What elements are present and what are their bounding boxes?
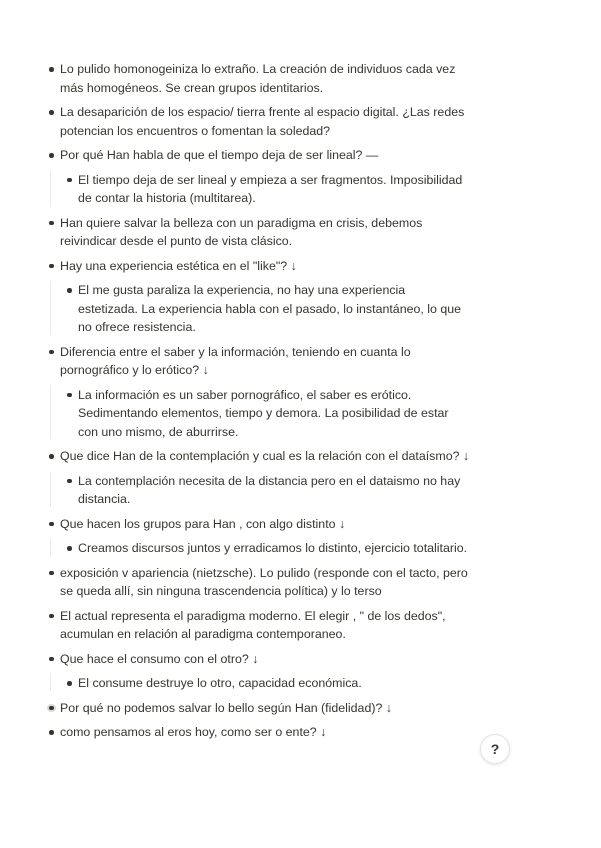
nested-list <box>0 171 601 208</box>
bullet-icon <box>67 178 72 183</box>
nested-list <box>0 386 601 442</box>
nested-list <box>0 472 601 509</box>
list-item-text[interactable]: Por qué Han habla de que el tiempo deja de ser lineal? — <box>60 148 379 162</box>
list-item[interactable] <box>0 723 480 742</box>
nested-list-item[interactable] <box>0 539 468 558</box>
list-item-text[interactable]: El me gusta paraliza la experiencia, no hay una experiencia estetizada. La experiencia habla con el pasado, lo instantáneo, lo que no ofrece resistencia. <box>78 283 462 334</box>
list-item[interactable] <box>0 447 480 466</box>
bullet-icon <box>49 522 54 527</box>
bullet-icon <box>67 288 72 293</box>
list-item-text[interactable]: Que dice Han de la contemplación y cual es la relación con el dataísmo? ↓ <box>60 449 470 463</box>
list-item[interactable] <box>0 257 480 276</box>
list-item-text[interactable]: Creamos discursos juntos y erradicamos lo distinto, ejercicio totalitario. <box>78 541 468 555</box>
bullet-icon <box>49 221 54 226</box>
list-item-text[interactable]: Por qué no podemos salvar lo bello según Han (fidelidad)? ↓ <box>60 700 392 715</box>
list-item-text[interactable]: El tiempo deja de ser lineal y empieza a ser fragmentos. Imposibilidad de contar la historia (multitarea). <box>78 172 463 205</box>
list-item-text[interactable]: La contemplación necesita de la distancia pero en el dataismo no hay distancia. <box>78 473 461 506</box>
bullet-icon <box>49 264 54 269</box>
bullet-icon <box>49 706 54 711</box>
list-item-text[interactable]: Que hace el consumo con el otro? ↓ <box>60 651 259 666</box>
list-item[interactable] <box>0 343 480 380</box>
list-item-text[interactable]: Lo pulido homonogeiniza lo extraño. La creación de individuos cada vez más homogéneos. Se crean grupos identitarios. <box>60 62 456 95</box>
list-item-text[interactable]: Diferencia entre el saber y la información, teniendo en cuanta lo pornográfico y lo erótico? ↓ <box>60 344 411 377</box>
nested-list <box>0 281 601 337</box>
nested-list-item[interactable] <box>0 171 468 208</box>
bullet-icon <box>49 153 54 158</box>
list-item-text[interactable]: Que hacen los grupos para Han , con algo distinto ↓ <box>60 516 346 531</box>
bullet-icon <box>49 454 54 459</box>
question-mark-icon: ? <box>490 741 500 757</box>
nested-list-item[interactable] <box>0 472 468 509</box>
list-item-text[interactable]: Hay una experiencia estética en el "like"? ↓ <box>60 258 297 273</box>
bullet-icon <box>67 681 72 686</box>
bullet-icon <box>49 614 54 619</box>
bullet-icon <box>49 730 54 735</box>
list-item[interactable] <box>0 146 480 165</box>
list-item-text[interactable]: El actual representa el paradigma moderno. El elegir , " de los dedos", acumulan en relación al paradigma contemporaneo. <box>60 608 446 641</box>
list-item-text[interactable]: La información es un saber pornográfico, el saber es erótico. Sedimentando elementos, tiempo y demora. La posibilidad de estar con uno mismo, de aburrirse. <box>78 387 449 439</box>
bullet-icon <box>67 393 72 398</box>
nested-list-item[interactable] <box>0 674 468 693</box>
nested-list-item[interactable] <box>0 386 468 442</box>
bullet-icon <box>49 110 54 115</box>
nested-list <box>0 539 601 558</box>
list-item[interactable] <box>0 214 480 251</box>
list-item[interactable] <box>0 515 480 534</box>
list-item[interactable] <box>0 650 480 669</box>
list-item[interactable] <box>0 607 480 644</box>
list-item[interactable] <box>0 60 480 97</box>
list-item[interactable] <box>0 699 480 718</box>
bullet-icon <box>67 546 72 551</box>
bullet-icon <box>49 657 54 662</box>
list-item-text[interactable]: La desaparición de los espacio/ tierra frente al espacio digital. ¿Las redes potencian los encuentros o fomentan la soledad? <box>60 105 465 138</box>
list-item-text[interactable]: Han quiere salvar la belleza con un paradigma en crisis, debemos reivindicar desde el punto de vista clásico. <box>60 215 423 248</box>
list-item-text[interactable]: El consume destruye lo otro, capacidad económica. <box>78 676 362 690</box>
help-button[interactable] <box>480 734 510 764</box>
nested-list <box>0 674 601 693</box>
nested-list-item[interactable] <box>0 281 468 337</box>
bullet-icon <box>49 350 54 355</box>
list-item-text[interactable]: exposición v apariencia (nietzsche). Lo pulido (responde con el tacto, pero se queda allí, sin ninguna trascendencia política) y lo terso <box>60 565 468 598</box>
list-item[interactable] <box>0 103 480 140</box>
list-item-text[interactable]: como pensamos al eros hoy, como ser o ente? ↓ <box>60 725 327 739</box>
bullet-icon <box>49 571 54 576</box>
bullet-icon <box>49 67 54 72</box>
document-body <box>0 60 601 748</box>
list-item[interactable] <box>0 564 480 601</box>
bullet-icon <box>67 479 72 484</box>
